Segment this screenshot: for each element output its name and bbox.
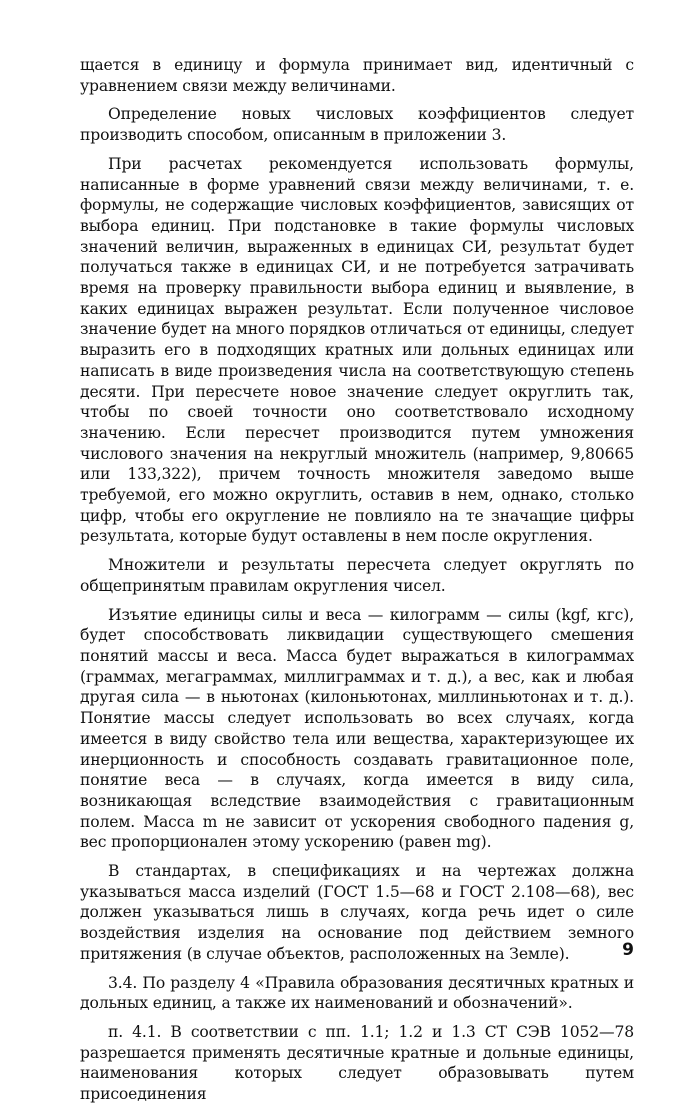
- page-number: 9: [622, 940, 634, 960]
- paragraph-coefficients: Определение новых числовых коэффициентов следует производить способом, описанным в приложении 3.: [80, 105, 634, 145]
- paragraph-calculations: При расчетах рекомендуется использовать формулы, написанные в форме уравнений связи между величинами, т. е. формулы, не содержащие числовых коэффициентов, зависящих от выбора единиц. При подстановке в такие формулы числовых значений величин, выраженных в единицах СИ, результат будет получаться также в единицах СИ, и не потребуется затрачивать время на проверку правильности выбора единиц и выявление, в каких единицах выражен результат. Если полученное числовое значение будет на много порядков отличаться от единицы, следует выразить его в подходящих кратных или дольных единицах или написать в виде произведения числа на соответствующую степень десяти. При пересчете новое значение следует округлить так, чтобы по своей точности оно соответствовало исходному значению. Если пересчет производится путем умножения числового значения на некруглый множитель (например, 9,80665 или 133,322), причем точность множителя заведомо выше требуемой, его можно округлить, оставив в нем, однако, столько цифр, чтобы его округление не повлияло на те значащие цифры результата, которые будут оставлены в нем после округления.: [80, 154, 634, 546]
- paragraph-clause-4-1: п. 4.1. В соответствии с пп. 1.1; 1.2 и 1.3 СТ СЭВ 1052—78 разрешается применять десятичные кратные и дольные единицы, наименования которых следует образовывать путем присоединения: [80, 1022, 634, 1104]
- paragraph-standards: В стандартах, в спецификациях и на чертежах должна указываться масса изделий (ГОСТ 1.5—68 и ГОСТ 2.108—68), вес должен указываться лишь в случаях, когда речь идет о силе воздействия изделия на основание под действием земного притяжения (в случае объектов, расположенных на Земле).: [80, 862, 634, 963]
- paragraph-rounding: Множители и результаты пересчета следует округлять по общепринятым правилам округления чисел.: [80, 556, 634, 595]
- paragraph-section-3-4: 3.4. По разделу 4 «Правила образования десятичных кратных и дольных единиц, а также их наименований и обозначений».: [80, 973, 634, 1013]
- paragraph-continuation: щается в единицу и формула принимает вид, идентичный с уравнением связи между величинами.: [80, 56, 634, 95]
- paragraph-mass-weight: Изъятие единицы силы и веса — килограмм — силы (kgf, кгс), будет способствовать ликвидации существующего смешения понятий массы и веса. Масса будет выражаться в килограммах (граммах, мегаграммах, миллиграммах и т. д.), а вес, как и любая другая сила — в ньютонах (килоньютонах, миллиньютонах и т. д.). Понятие массы следует использовать во всех случаях, когда имеется в виду свойство тела или вещества, характеризующее их инерционность и способность создавать гравитационное поле, понятие веса — в случаях, когда имеется в виду сила, возникающая вследствие взаимодействия с гравитационным полем. Масса m не зависит от ускорения свободного падения g, вес пропорционален этому ускорению (равен mg).: [80, 605, 634, 852]
